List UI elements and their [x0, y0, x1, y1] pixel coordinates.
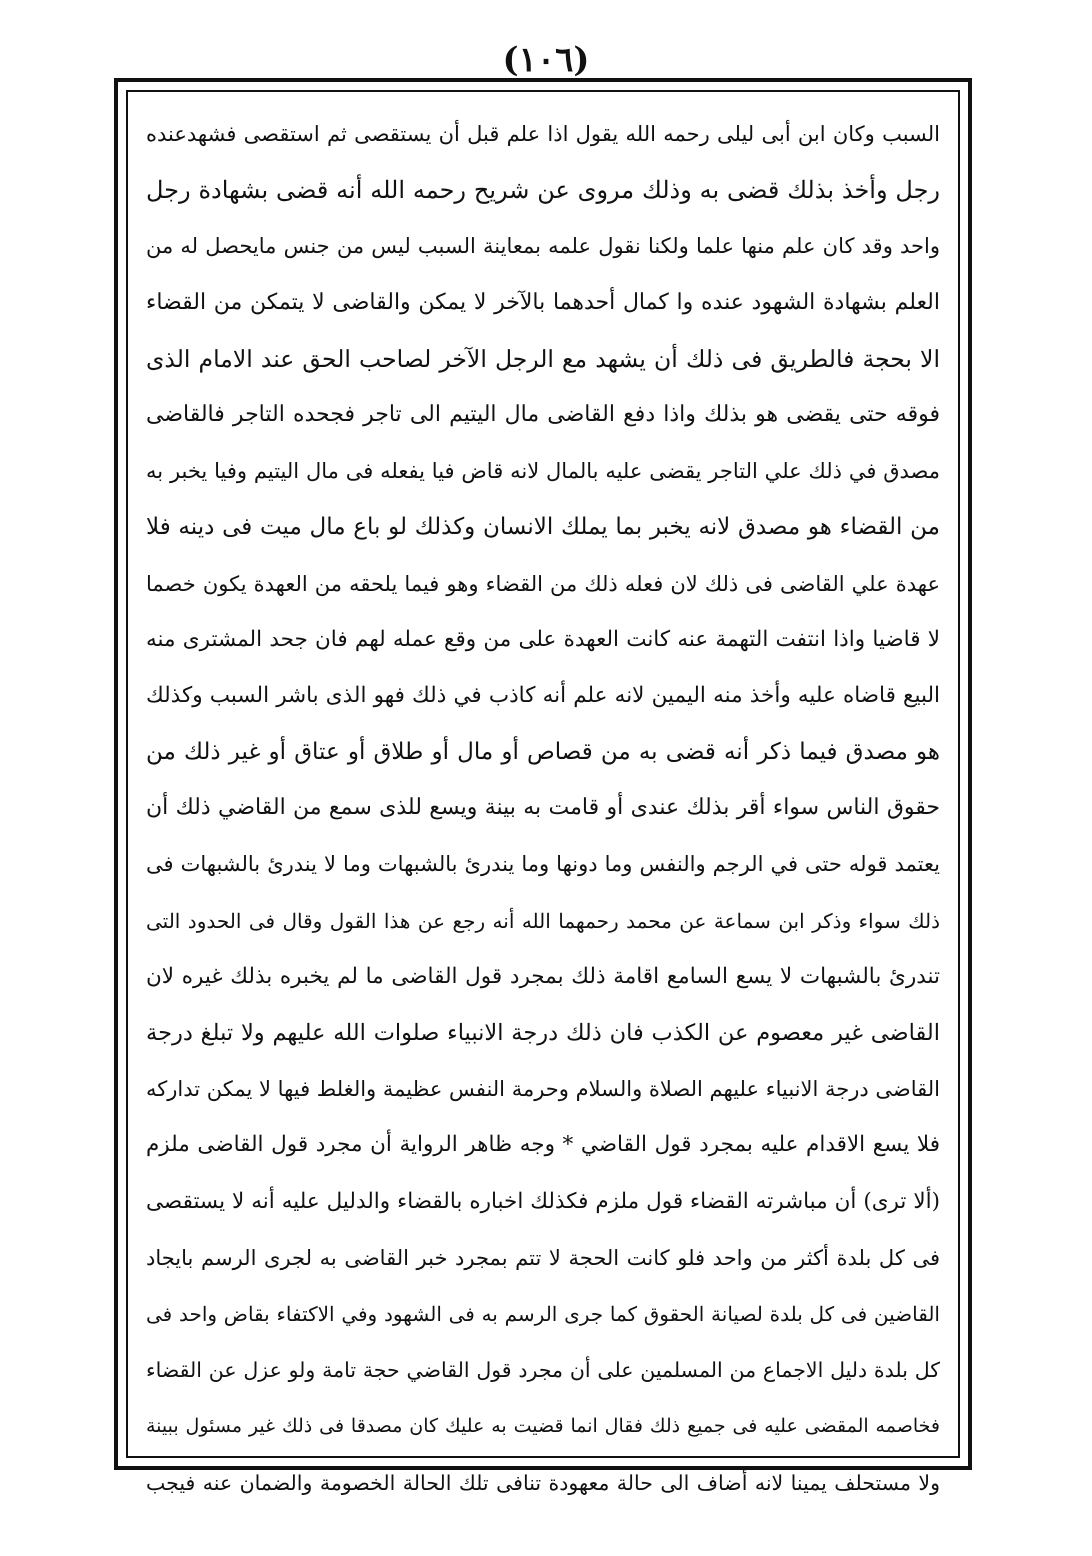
- text-line: كل بلدة دليل الاجماع من المسلمين على أن مجرد قول القاضي حجة تامة ولو عزل عن القضاء: [146, 1358, 940, 1383]
- text-line: ولا مستحلف يمينا لانه أضاف الى حالة معهودة تنافى تلك الحالة الخصومة والضمان عنه فيجب: [146, 1470, 940, 1495]
- text-line: عهدة علي القاضى فى ذلك لان فعله ذلك من القضاء وهو فيما يلحقه من العهدة يكون خصما: [146, 571, 940, 596]
- text-line: رجل وأخذ بذلك قضى به وذلك مروى عن شريح رحمه الله أنه قضى بشهادة رجل: [146, 176, 940, 205]
- page-number: (١٠٦): [502, 40, 590, 80]
- text-line: الا بحجة فالطريق فى ذلك أن يشهد مع الرجل الآخر لصاحب الحق عند الامام الذى: [146, 344, 940, 373]
- text-line: فوقه حتى يقضى هو بذلك واذا دفع القاضى مال اليتيم الى تاجر فجحده التاجر فالقاضى: [146, 401, 940, 427]
- text-line: من القضاء هو مصدق لانه يخبر بما يملك الانسان وكذلك لو باع مال ميت فى دينه فلا: [146, 514, 940, 541]
- body-text: [146, 106, 940, 1511]
- text-line: العلم بشهادة الشهود عنده وا كمال أحدهما بالآخر لا يمكن والقاضى لا يتمكن من القضاء: [146, 289, 940, 315]
- page-outer-border: [114, 78, 972, 1495]
- text-line: فلا يسع الاقدام عليه بمجرد قول القاضي * وجه ظاهر الرواية أن مجرد قول القاضى ملزم: [146, 1132, 940, 1158]
- text-line: القاضى درجة الانبياء عليهم الصلاة والسلام وحرمة النفس عظيمة والغلط فيها لا يمكن تداركه: [146, 1077, 940, 1102]
- text-line: هو مصدق فيما ذكر أنه قضى به من قصاص أو مال أو طلاق أو عتاق أو غير ذلك من: [146, 739, 940, 766]
- text-line: حقوق الناس سواء أقر بذلك عندى أو قامت به بينة ويسع للذى سمع من القاضي ذلك أن: [146, 795, 940, 821]
- text-line: ذلك سواء وذكر ابن سماعة عن محمد رحمهما الله أنه رجع عن هذا القول وقال فى الحدود التى: [146, 908, 940, 933]
- text-line: (ألا ترى) أن مباشرته القضاء قول ملزم فكذلك اخباره بالقضاء والدليل عليه أنه لا يستقصى: [146, 1188, 940, 1214]
- text-line: القاضين فى كل بلدة لصيانة الحقوق كما جرى الرسم به فى الشهود وفي الاكتفاء بقاض واحد فى: [146, 1301, 940, 1326]
- text-line: السبب وكان ابن أبى ليلى رحمه الله يقول اذا علم قبل أن يستقصى ثم استقصى فشهدعنده: [146, 122, 940, 146]
- text-line: تندرئ بالشبهات لا يسع السامع اقامة ذلك بمجرد قول القاضى ما لم يخبره بذلك غيره لان: [146, 963, 940, 989]
- text-line: واحد وقد كان علم منها علما ولكنا نقول علمه بمعاينة السبب ليس من جنس مايحصل له من: [146, 234, 940, 259]
- text-line: لا قاضيا واذا انتفت التهمة عنه كانت العهدة على من وقع عمله لهم فان جحد المشترى منه: [146, 626, 940, 652]
- text-line: يعتمد قوله حتى في الرجم والنفس وما دونها وما يندرئ بالشبهات وما لا يندرئ بالشبهات فى: [146, 852, 940, 877]
- text-line: مصدق في ذلك علي التاجر يقضى عليه بالمال لانه قاض فيا يفعله فى مال اليتيم وفيا يخبر به: [146, 459, 940, 484]
- text-line: فخاصمه المقضى عليه فى جميع ذلك فقال انما قضيت به عليك كان مصدقا فى ذلك غير مسئول ببينة: [146, 1415, 940, 1438]
- text-line: فى كل بلدة أكثر من واحد فلو كانت الحجة لا تتم بمجرد خبر القاضى به لجرى الرسم بايجاد: [146, 1245, 940, 1270]
- text-line: البيع قاضاه عليه وأخذ منه اليمين لانه علم أنه كاذب في ذلك فهو الذى باشر السبب وكذلك: [146, 682, 940, 708]
- page-inner-border: [126, 90, 960, 1495]
- text-line: القاضى غير معصوم عن الكذب فان ذلك درجة الانبياء صلوات الله عليهم ولا تبلغ درجة: [146, 1020, 940, 1046]
